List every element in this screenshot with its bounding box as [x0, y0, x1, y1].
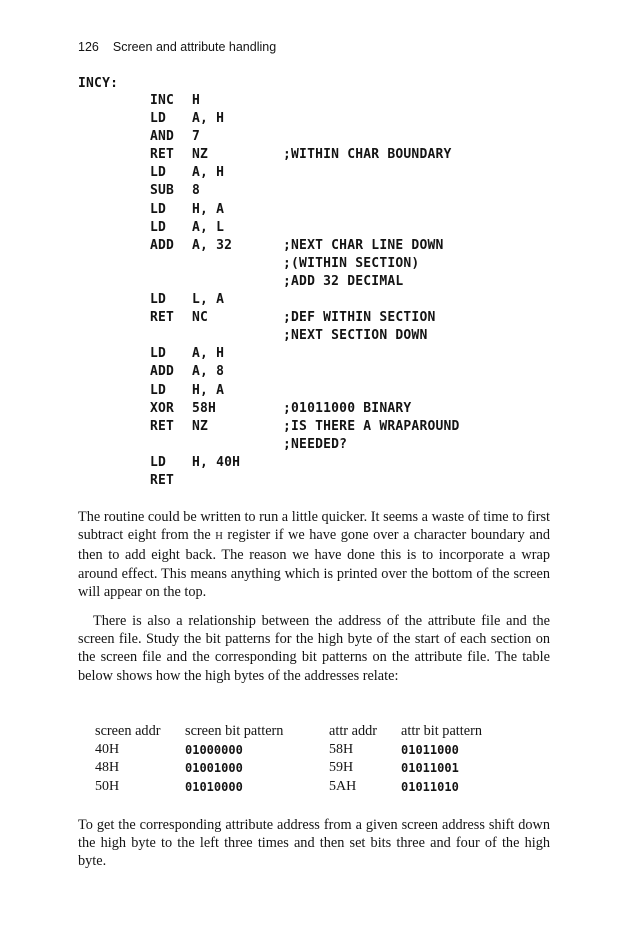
code-line	[150, 454, 570, 472]
table-row	[95, 778, 511, 797]
code-line	[150, 309, 570, 327]
attr-addr-cell: 59H	[329, 760, 354, 776]
code-line	[150, 219, 570, 237]
code-line	[150, 327, 570, 345]
attr-addr-cell: 58H	[329, 741, 354, 757]
code-line	[150, 273, 570, 291]
operand: A, L	[192, 219, 225, 235]
comment: ;IS THERE A WRAPAROUND	[283, 418, 460, 434]
table-row	[95, 741, 511, 760]
opcode: XOR	[150, 400, 175, 416]
operand: A, 8	[192, 364, 225, 380]
comment: ;WITHIN CHAR BOUNDARY	[283, 147, 452, 163]
operand: NZ	[192, 418, 209, 434]
page-header	[78, 40, 276, 54]
code-line	[150, 418, 570, 436]
screen-addr-cell: 40H	[95, 741, 120, 757]
operand: H, A	[192, 382, 225, 398]
operand: A, H	[192, 111, 225, 127]
screen-addr-cell: 48H	[95, 760, 120, 776]
opcode: SUB	[150, 183, 175, 199]
page-number: 126	[78, 40, 99, 54]
opcode: LD	[150, 201, 167, 217]
code-line	[150, 436, 570, 454]
screen-addr-cell: 50H	[95, 778, 120, 794]
code-line	[150, 201, 570, 219]
paragraph-attribute-relationship: There is also a relationship between the address of the attribute file and the screen file. Study the bit patterns for the high byte of the start of each section on the screen file and the corresponding bit patterns on the attribute file. The table below shows how the high bytes of the addresses relate:	[78, 613, 550, 684]
paragraph-routine-explanation	[78, 508, 550, 601]
paragraph-text: The routine could be written to run a little quicker. It seems a waste of time to first subtract eight from the	[78, 509, 550, 544]
operand: NC	[192, 310, 209, 326]
table-header-row	[95, 722, 511, 741]
operand: H, A	[192, 201, 225, 217]
register-name: H	[215, 531, 223, 543]
opcode: INC	[150, 93, 175, 108]
opcode: RET	[150, 147, 175, 163]
code-line	[150, 291, 570, 309]
running-title: Screen and attribute handling	[112, 40, 277, 54]
code-line	[150, 146, 570, 164]
operand: L, A	[192, 292, 225, 308]
comment: ;NEXT SECTION DOWN	[283, 328, 428, 344]
opcode: RET	[150, 418, 175, 434]
code-line	[150, 400, 570, 418]
column-header: attr bit pattern	[401, 722, 482, 739]
opcode: LD	[150, 111, 167, 127]
opcode: RET	[150, 310, 175, 326]
opcode: ADD	[150, 364, 175, 380]
opcode: RET	[150, 472, 175, 488]
attr-bits-cell: 01011001	[401, 761, 459, 776]
code-line	[150, 164, 570, 182]
code-line	[150, 345, 570, 363]
routine-label: INCY:	[78, 76, 119, 91]
comment: ;NEXT CHAR LINE DOWN	[283, 237, 444, 253]
operand: 58H	[192, 400, 217, 416]
comment: ;DEF WITHIN SECTION	[283, 310, 436, 326]
paragraph-address-conversion: To get the corresponding attribute address from a given screen address shift down the high byte to the left three times and then set bits three and four of the high byte.	[78, 817, 550, 870]
attr-bits-cell: 01011000	[401, 742, 459, 757]
code-line	[150, 128, 570, 146]
column-header: attr addr	[329, 722, 378, 739]
comment: ;ADD 32 DECIMAL	[283, 273, 404, 289]
operand: 7	[192, 129, 201, 145]
code-line	[150, 382, 570, 400]
comment: ;01011000 BINARY	[283, 400, 412, 416]
opcode: AND	[150, 129, 175, 145]
operand: 8	[192, 183, 201, 199]
code-line	[150, 182, 570, 200]
operand: A, 32	[192, 237, 233, 253]
code-line	[150, 92, 570, 110]
opcode: LD	[150, 165, 167, 181]
opcode: LD	[150, 346, 167, 362]
opcode: LD	[150, 292, 167, 308]
operand: H	[192, 93, 201, 108]
code-line	[150, 110, 570, 128]
opcode: LD	[150, 454, 167, 470]
assembly-listing	[150, 92, 570, 490]
opcode: LD	[150, 382, 167, 398]
comment: ;NEEDED?	[283, 436, 348, 452]
code-line	[150, 237, 570, 255]
table-row	[95, 759, 511, 778]
operand: A, H	[192, 165, 225, 181]
code-line	[150, 363, 570, 381]
code-line	[150, 255, 570, 273]
operand: A, H	[192, 346, 225, 362]
operand: NZ	[192, 147, 209, 163]
attr-addr-cell: 5AH	[329, 778, 357, 794]
column-header: screen addr	[95, 722, 161, 739]
operand: H, 40H	[192, 454, 241, 470]
opcode: ADD	[150, 237, 175, 253]
opcode: LD	[150, 219, 167, 235]
bit-pattern-table	[95, 722, 511, 796]
paragraph-text: register if we have gone over a character boundary and then to add eight back. The reason we have done this is to incorporate a wrap around effect. This means anything which is printed over the bottom of the screen will appear on the top.	[78, 527, 550, 600]
screen-bits-cell: 01001000	[185, 761, 243, 776]
code-line	[150, 472, 570, 490]
comment: ;(WITHIN SECTION)	[283, 255, 420, 271]
attr-bits-cell: 01011010	[401, 779, 459, 794]
column-header: screen bit pattern	[185, 722, 284, 739]
screen-bits-cell: 01000000	[185, 742, 243, 757]
screen-bits-cell: 01010000	[185, 779, 243, 794]
